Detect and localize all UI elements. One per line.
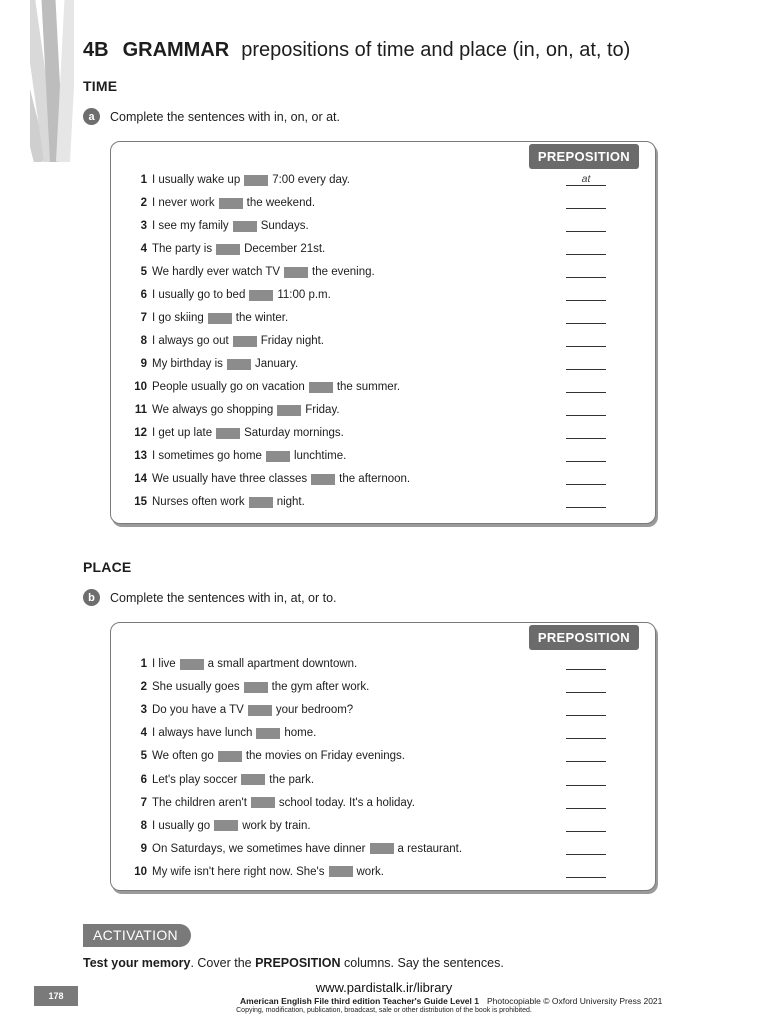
- item-number: 7: [140, 312, 147, 324]
- sentence-end: night.: [276, 496, 305, 508]
- section-time-label: TIME: [83, 78, 118, 94]
- item-number: 14: [134, 473, 147, 485]
- item-sentence: [152, 746, 405, 766]
- answer-line[interactable]: [566, 218, 606, 232]
- gap-box: [241, 774, 265, 785]
- activation-text-mid: . Cover the: [190, 956, 256, 970]
- watermark-url: www.pardistalk.ir/library: [315, 980, 453, 995]
- place-item-2: [111, 677, 655, 697]
- time-item-4: [111, 239, 655, 259]
- item-sentence: [152, 400, 340, 420]
- time-item-11: [111, 400, 655, 420]
- item-sentence: [152, 469, 410, 489]
- sentence-start: On Saturdays, we sometimes have dinner: [152, 842, 366, 855]
- sentence-start: The party is: [152, 243, 213, 255]
- item-sentence: [152, 239, 325, 259]
- answer-line[interactable]: [566, 241, 606, 255]
- sentence-start: The children aren't: [152, 796, 247, 809]
- item-sentence: [152, 654, 357, 674]
- gap-box: [266, 451, 290, 462]
- sentence-end: school today. It's a holiday.: [278, 796, 415, 809]
- time-item-2: [111, 193, 655, 213]
- item-number: 5: [140, 266, 147, 278]
- item-sentence: [152, 700, 353, 720]
- sentence-start: I always go out: [152, 335, 229, 347]
- item-number: 4: [140, 243, 147, 255]
- sentence-start: I live: [152, 658, 176, 670]
- item-sentence: [152, 285, 331, 305]
- sentence-start: I get up late: [152, 427, 213, 439]
- answer-line[interactable]: [566, 310, 606, 324]
- preposition-word: PREPOSITION: [255, 956, 341, 970]
- gap-box: [284, 267, 308, 278]
- corner-decoration: [30, 0, 74, 162]
- item-sentence: [152, 862, 384, 882]
- place-item-4: [111, 723, 655, 743]
- section-place-label: PLACE: [83, 559, 132, 575]
- sentence-end: your bedroom?: [275, 704, 354, 717]
- sentence-end: the summer.: [336, 381, 401, 393]
- sentence-start: We hardly ever watch TV: [152, 266, 281, 278]
- place-item-1: [111, 654, 655, 674]
- time-item-5: [111, 262, 655, 282]
- activation-text-end: columns. Say the sentences.: [340, 956, 504, 970]
- sentence-end: Friday.: [305, 404, 340, 416]
- time-item-13: [111, 446, 655, 466]
- answer-line[interactable]: [566, 748, 606, 762]
- exercise-badge-a: a: [83, 108, 100, 125]
- answer-line[interactable]: [566, 471, 606, 485]
- exercise-badge-b: b: [83, 589, 100, 606]
- sentence-start: I always have lunch: [152, 727, 253, 740]
- item-number: 6: [140, 289, 147, 301]
- time-instruction-text: Complete the sentences with in, on, or at.: [110, 109, 340, 124]
- gap-box: [233, 336, 257, 347]
- answer-line[interactable]: [566, 264, 606, 278]
- time-preposition-header: PREPOSITION: [529, 144, 639, 169]
- item-sentence: [152, 377, 400, 397]
- activation-instruction: [83, 956, 504, 970]
- gap-box: [227, 359, 251, 370]
- item-sentence: [152, 446, 346, 466]
- answer-line[interactable]: [566, 772, 606, 786]
- item-number: 3: [140, 220, 147, 232]
- place-item-3: [111, 700, 655, 720]
- time-item-8: [111, 331, 655, 351]
- time-item-10: [111, 377, 655, 397]
- item-number: 3: [140, 704, 147, 717]
- item-sentence: [152, 723, 316, 743]
- gap-box: [180, 659, 204, 670]
- item-sentence: [152, 492, 305, 512]
- gap-box: [218, 751, 242, 762]
- sentence-start: Let's play soccer: [152, 773, 238, 786]
- time-item-1: [111, 170, 655, 190]
- time-item-14: [111, 469, 655, 489]
- answer-line[interactable]: [566, 379, 606, 393]
- place-item-7: [111, 793, 655, 813]
- sentence-start: We often go: [152, 750, 214, 763]
- place-item-8: [111, 816, 655, 836]
- sentence-start: She usually goes: [152, 681, 240, 694]
- sentence-start: I usually wake up: [152, 174, 241, 186]
- time-item-9: [111, 354, 655, 374]
- book-title: American English File third edition Teacher's Guide Level 1: [240, 996, 479, 1006]
- time-item-3: [111, 216, 655, 236]
- time-item-12: [111, 423, 655, 443]
- time-exercise-panel: [110, 141, 656, 524]
- sentence-start: I see my family: [152, 220, 229, 232]
- test-memory-text: Test your memory: [83, 956, 191, 970]
- item-number: 15: [134, 496, 147, 508]
- answer-line[interactable]: [566, 494, 606, 508]
- place-item-6: [111, 770, 655, 790]
- activation-banner: ACTIVATION: [83, 924, 191, 947]
- answer-line[interactable]: [566, 702, 606, 716]
- item-number: 11: [134, 404, 147, 416]
- item-number: 1: [140, 658, 147, 670]
- item-sentence: [152, 193, 315, 213]
- item-sentence: [152, 793, 415, 813]
- answer-line[interactable]: [566, 656, 606, 670]
- item-number: 9: [140, 842, 147, 855]
- item-number: 8: [140, 819, 147, 832]
- sentence-end: the winter.: [235, 312, 289, 324]
- place-instruction: [83, 589, 337, 606]
- page-number: 178: [34, 986, 78, 1006]
- gap-box: [249, 290, 273, 301]
- item-number: 5: [140, 750, 147, 763]
- item-number: 1: [140, 174, 147, 186]
- copyright-notice: Photocopiable © Oxford University Press 2021: [486, 996, 663, 1006]
- answer-line[interactable]: [566, 725, 606, 739]
- gap-box: [216, 244, 240, 255]
- item-number: 9: [140, 358, 147, 370]
- item-number: 6: [140, 773, 147, 786]
- answer-line[interactable]: [566, 287, 606, 301]
- sentence-end: a small apartment downtown.: [207, 658, 358, 670]
- item-number: 12: [134, 427, 147, 439]
- item-number: 7: [140, 796, 147, 809]
- place-exercise-panel: [110, 622, 656, 891]
- sentence-start: People usually go on vacation: [152, 381, 305, 393]
- item-sentence: [152, 170, 350, 190]
- gap-box: [219, 198, 243, 209]
- gap-box: [233, 221, 257, 232]
- gap-box: [256, 728, 280, 739]
- page-title: [83, 36, 630, 64]
- answer-line[interactable]: [566, 195, 606, 209]
- gap-box: [329, 866, 353, 877]
- legal-notice: Copying, modification, publication, broadcast, sale or other distribution of the book is prohibited.: [236, 1007, 532, 1014]
- sentence-end: Saturday mornings.: [244, 427, 344, 439]
- sentence-end: 7:00 every day.: [272, 174, 350, 186]
- gap-box: [208, 313, 232, 324]
- gap-box: [214, 820, 238, 831]
- gap-box: [277, 405, 301, 416]
- gap-box: [251, 797, 275, 808]
- item-number: 2: [140, 197, 147, 209]
- answer-line[interactable]: [566, 795, 606, 809]
- sentence-start: We usually have three classes: [152, 473, 308, 485]
- sentence-start: I sometimes go home: [152, 450, 262, 462]
- sentence-start: We always go shopping: [152, 404, 274, 416]
- publisher-line: [240, 996, 662, 1006]
- sentence-end: the weekend.: [246, 197, 316, 209]
- answer-line[interactable]: [566, 425, 606, 439]
- item-number: 13: [134, 450, 147, 462]
- item-sentence: [152, 816, 311, 836]
- grammar-topic: prepositions of time and place (in, on, at, to): [241, 39, 631, 61]
- item-sentence: [152, 216, 309, 236]
- sentence-end: December 21st.: [244, 243, 326, 255]
- item-number: 8: [140, 335, 147, 347]
- time-item-7: [111, 308, 655, 328]
- place-instruction-text: Complete the sentences with in, at, or to.: [110, 590, 337, 605]
- sentence-start: I usually go to bed: [152, 289, 246, 301]
- item-sentence: [152, 839, 462, 859]
- lesson-code: 4B: [83, 39, 109, 61]
- item-number: 2: [140, 681, 147, 694]
- answer-line[interactable]: [566, 818, 606, 832]
- answer-line[interactable]: [566, 448, 606, 462]
- sentence-end: the park.: [269, 773, 315, 786]
- gap-box: [370, 843, 394, 854]
- grammar-label: GRAMMAR: [122, 39, 230, 61]
- answer-line[interactable]: [566, 841, 606, 855]
- answer-line[interactable]: [566, 864, 606, 878]
- sentence-end: the afternoon.: [339, 473, 411, 485]
- item-sentence: [152, 423, 344, 443]
- item-sentence: [152, 770, 314, 790]
- sentence-end: Sundays.: [260, 220, 309, 232]
- sentence-end: home.: [284, 727, 317, 740]
- answer-line[interactable]: [566, 679, 606, 693]
- sentence-end: 11:00 p.m.: [277, 289, 331, 301]
- gap-box: [309, 382, 333, 393]
- sentence-start: My wife isn't here right now. She's: [152, 865, 325, 878]
- time-item-6: [111, 285, 655, 305]
- sentence-end: the evening.: [312, 266, 375, 278]
- sentence-end: work by train.: [242, 819, 311, 832]
- gap-box: [216, 428, 240, 439]
- sentence-end: lunchtime.: [293, 450, 347, 462]
- sentence-end: Friday night.: [260, 335, 324, 347]
- sentence-start: My birthday is: [152, 358, 223, 370]
- sentence-start: I usually go: [152, 819, 211, 832]
- place-item-9: [111, 839, 655, 859]
- gap-box: [244, 682, 268, 693]
- answer-line[interactable]: [566, 356, 606, 370]
- sentence-start: I never work: [152, 197, 215, 209]
- sentence-end: a restaurant.: [397, 842, 463, 855]
- item-sentence: [152, 262, 375, 282]
- sentence-end: work.: [356, 865, 384, 878]
- answer-line[interactable]: [566, 333, 606, 347]
- place-item-5: [111, 746, 655, 766]
- item-sentence: [152, 354, 298, 374]
- item-number: 4: [140, 727, 147, 740]
- gap-box: [244, 175, 268, 186]
- item-number: 10: [134, 381, 147, 393]
- gap-box: [249, 497, 273, 508]
- item-sentence: [152, 331, 324, 351]
- gap-box: [248, 705, 272, 716]
- answer-line[interactable]: at: [566, 172, 606, 186]
- sentence-start: Nurses often work: [152, 496, 245, 508]
- item-number: 10: [134, 865, 147, 878]
- item-sentence: [152, 308, 288, 328]
- answer-line[interactable]: [566, 402, 606, 416]
- place-preposition-header: PREPOSITION: [529, 625, 639, 650]
- gap-box: [311, 474, 335, 485]
- sentence-end: January.: [254, 358, 299, 370]
- sentence-start: Do you have a TV: [152, 704, 244, 717]
- time-instruction: [83, 108, 340, 125]
- item-sentence: [152, 677, 369, 697]
- sentence-end: the gym after work.: [271, 681, 370, 694]
- time-item-15: [111, 492, 655, 512]
- place-item-10: [111, 862, 655, 882]
- sentence-start: I go skiing: [152, 312, 204, 324]
- sentence-end: the movies on Friday evenings.: [245, 750, 405, 763]
